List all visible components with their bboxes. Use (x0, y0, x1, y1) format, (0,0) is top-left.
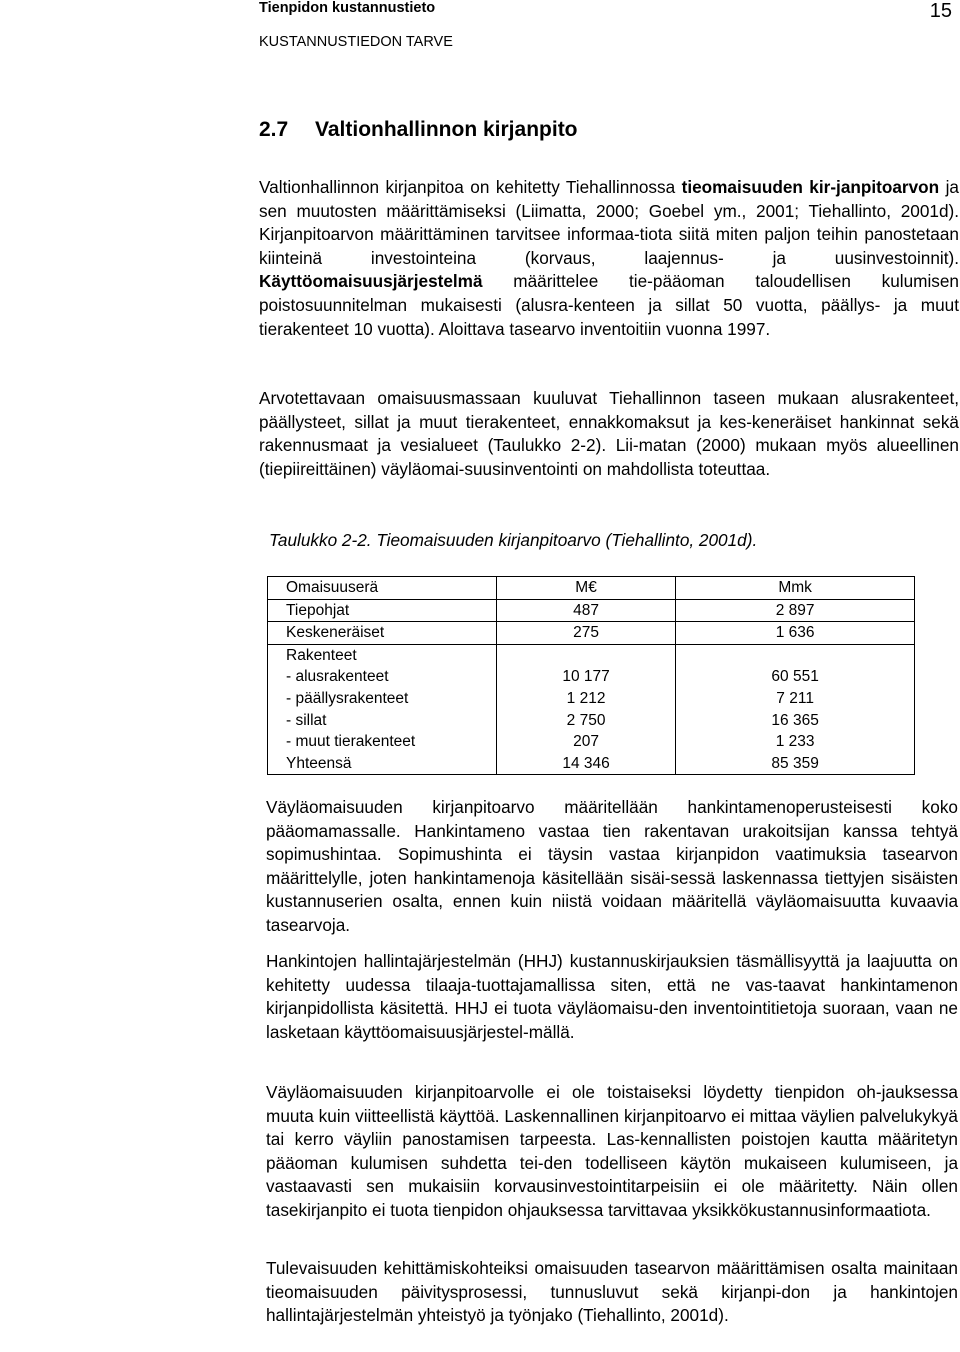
table-cell: 10 177 (562, 668, 610, 686)
paragraph-1-text-b: ja sen muutosten määrittämiseksi (Liimatta, 2000; Goebel ym., 2001; Tiehallinto, 2001d). Kirjanpitoarvon määrittäminen tarvitsee informaa-tiota siitä miten paljon teihin panostetaan kiinteinä investointeina (korvaus, laajennus- ja uusinvestoinnit). (259, 177, 959, 268)
paragraph-4: Hankintojen hallintajärjestelmän (HHJ) kustannuskirjauksien täsmällisyyttä ja laajuutta on kehitetty uudessa tilaaja-tuottajamallissa siten, että ne vas-taavat hankintamenon kirjanpidollista käsitettä. HHJ ei tuota väyläomaisu-den inventointitietoja suoraan, vaan ne lasketaan käyttöomaisuusjärjestel-mällä. (266, 951, 958, 1042)
table-cell: 14 346 (562, 754, 610, 772)
table-row (268, 599, 915, 622)
paragraph-5: Väyläomaisuuden kirjanpitoarvolle ei ole toistaiseksi löydetty tienpidon oh-jauksessa muuta kuin viitteellistä käyttöä. Laskennallinen kirjanpitoarvo ei mittaa väylien palvelukykyä tai kerro väyliin panostamisen tarpeesta. Las-kennallisten poistojen kautta määritetyn pääoman kulumisen suhdetta tei-den todelliseen käytön mukaiseen kulumiseen, ja vastaavasti sen mukaisiin korvausinvestointitarpeisiin ei ole määritetty. Näin ollen tasekirjanpito ei tuota tienpidon ohjauksessa tarvittavaa yksikkökustannusinformaatiota. (266, 1082, 958, 1220)
table-cell: - muut tierakenteet (286, 733, 416, 751)
table-group-label: Rakenteet (286, 646, 357, 664)
table-cell: - sillat (286, 711, 327, 729)
table-header-asset: Omaisuuserä (268, 577, 497, 600)
table-cell: 1 233 (775, 733, 815, 751)
section-number: 2.7 (259, 118, 289, 141)
paragraph-3: Väyläomaisuuden kirjanpitoarvo määritellään hankintamenoperusteisesti koko pääomamassalle. Hankintameno vastaa tien rakentavan urakoitsijan kanssa tehtyä sopimushintaa. Sopimushinta ei täysin vastaa kirjanpidon vaatimuksia tasearvon määrittelylle, joten hankintamenoja käsitellään sisäi-sessä laskennassa tiettyjen sisäisten kustannuserien osalta, ennen kuin niistä voidaan määritellä väyläomaisuutta kuvaavia tasearvoja. (266, 797, 958, 935)
section-title: Valtionhallinnon kirjanpito (315, 118, 578, 141)
table-caption: Taulukko 2-2. Tieomaisuuden kirjanpitoarvo (Tiehallinto, 2001d). (269, 530, 758, 550)
table-cell: - alusrakenteet (286, 668, 389, 686)
section-heading (259, 118, 578, 142)
paragraph-1-bold-term-a: tieomaisuuden kir-janpitoarvon (681, 177, 940, 197)
table-cell: 7 211 (776, 689, 814, 707)
table-cell: 487 (496, 599, 675, 622)
paragraph-1-text-a: Valtionhallinnon kirjanpitoa on kehitetty Tiehallinnossa (259, 177, 682, 197)
table-row (268, 622, 915, 645)
table-cell: Tiepohjat (268, 599, 497, 622)
table-header-mmk: Mmk (676, 577, 915, 600)
table-group-mmk (676, 644, 915, 775)
paragraph-1-text-c: määrittelee tie-pääoman taloudellisen kulumisen poistosuunnitelman mukaisesti (alusra-kenteen ja sillat 50 vuotta, päällys- ja muut tierakenteet 10 vuotta). Aloittava tasearvo inventoitiin vuonna 1997. (259, 271, 959, 339)
paragraph-6: Tulevaisuuden kehittämiskohteiksi omaisuuden tasearvon määrittämisen osalta mainitaan tieomaisuuden päivitysprosessi, tunnusluvut sekä kirjanpi-don ja hankintojen hallintajärjestelmän yhteistyö ja työnjako (Tiehallinto, 2001d). (266, 1258, 958, 1326)
asset-table (267, 576, 915, 775)
table-cell: 1 212 (566, 689, 606, 707)
table-cell: 16 365 (771, 711, 819, 729)
paragraph-2: Arvotettavaan omaisuusmassaan kuuluvat Tiehallinnon taseen mukaan alusrakenteet, päällysteet, sillat ja muut tierakenteet, ennakkomaksut ja kes-keneräiset hankinnat sekä rakennusmaat ja vesialueet (Taulukko 2-2). Lii-matan (2000) mukaan myös alueellinen (tiepiireittäinen) väyläomai-suusinventointi on mahdollista toteuttaa. (259, 388, 959, 479)
table-cell: - päällysrakenteet (286, 689, 409, 707)
table-cell: Keskeneräiset (268, 622, 497, 645)
table-cell: 85 359 (771, 754, 819, 772)
table-cell: Yhteensä (286, 754, 352, 772)
document-title: Tienpidon kustannustieto (259, 0, 436, 16)
table-cell: 275 (496, 622, 675, 645)
table-cell: 2 897 (676, 599, 915, 622)
table-header-meur: M€ (496, 577, 675, 600)
table-header-row (268, 577, 915, 600)
table-cell: 2 750 (566, 711, 606, 729)
table-group-row (268, 644, 915, 775)
chapter-title: KUSTANNUSTIEDON TARVE (259, 34, 453, 50)
paragraph-1 (259, 176, 959, 341)
table-cell: 207 (573, 733, 600, 751)
paragraph-1-bold-term-b: Käyttöomaisuusjärjestelmä (259, 271, 483, 292)
table-cell: 60 551 (771, 668, 819, 686)
table-group-labels (268, 644, 497, 775)
page-number: 15 (929, 0, 952, 22)
table-cell: 1 636 (676, 622, 915, 645)
table-group-meur (496, 644, 675, 775)
